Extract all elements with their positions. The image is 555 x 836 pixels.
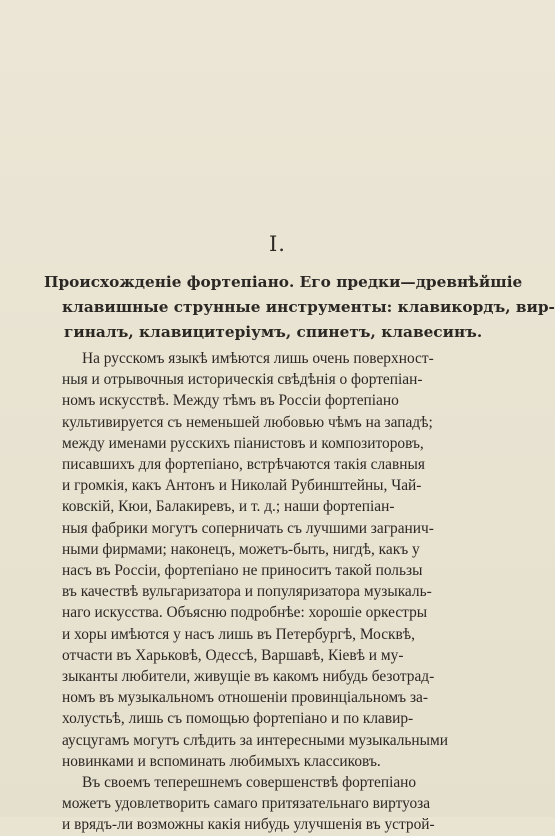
paragraph-line: отчасти въ Харьковѣ, Одессѣ, Варшавѣ, Кіевѣ и му- bbox=[62, 646, 404, 664]
paragraph-line: ными фирмами; наконецъ, можетъ-быть, нигдѣ, какъ у bbox=[62, 540, 420, 558]
paragraph-line: и громкія, какъ Антонъ и Николай Рубинштейны, Чай- bbox=[62, 477, 422, 495]
paragraph-line: зыканты любители, живущіе въ какомъ нибудь безотрад- bbox=[62, 668, 435, 686]
paragraph-line: ныя и отрывочныя историческія свѣдѣнія о фортепіан- bbox=[62, 371, 423, 389]
paragraph-line: аусцугамъ могутъ слѣдить за интересными музыкальными bbox=[62, 731, 448, 749]
chapter-heading bbox=[44, 270, 555, 345]
chapter-number: I. bbox=[269, 232, 286, 256]
paragraph-line: можетъ удовлетворить самаго притязательнаго виртуоза bbox=[62, 795, 431, 813]
paragraph-line: и врядъ-ли возможны какія нибудь улучшенія въ устрой- bbox=[62, 816, 435, 834]
paragraph-line: холустьѣ, лишь съ помощью фортепіано и по клавир- bbox=[62, 710, 414, 728]
paragraph-line: наго искусства. Объясню подробнѣе: хорошіе оркестры bbox=[62, 604, 428, 622]
paragraph-line: въ качествѣ вульгаризатора и популяризатора музыкаль- bbox=[62, 583, 432, 601]
paragraph-line: ковскій, Кюи, Балакиревъ, и т. д.; наши фортепіан- bbox=[62, 498, 395, 516]
heading-line: Происхожденіе фортепіано. Его предки—древнѣйшіе bbox=[44, 273, 523, 291]
heading-line: клавишные струнные инструменты: клавикордъ, вир- bbox=[62, 298, 555, 316]
paragraph-line: и хоры имѣются у насъ лишь въ Петербургѣ, Москвѣ, bbox=[62, 625, 415, 643]
paragraph-line: ныя фабрики могутъ соперничать съ лучшими загранич- bbox=[62, 519, 434, 537]
paragraph-line: номъ искусствѣ. Между тѣмъ въ Россіи фортепіано bbox=[62, 392, 399, 410]
paragraph-line: писавшихъ для фортепіано, встрѣчаются такія славныя bbox=[62, 456, 425, 474]
paragraph-line: между именами русскихъ піанистовъ и композиторовъ, bbox=[62, 434, 424, 452]
body-text bbox=[62, 348, 522, 836]
paragraph-line: новинками и вспоминать любимыхъ классиковъ. bbox=[62, 752, 381, 770]
paragraph-line: номъ въ музыкальномъ отношеніи провинціальномъ за- bbox=[62, 689, 429, 707]
heading-line: гиналъ, клавицитеріумъ, спинетъ, клавесинъ. bbox=[64, 323, 483, 341]
paragraph-line: культивируется съ неменьшей любовью чѣмъ на западѣ; bbox=[62, 413, 433, 431]
paragraph-line: насъ въ Россіи, фортепіано не приноситъ такой пользы bbox=[62, 562, 423, 580]
paragraph-line: На русскомъ языкѣ имѣются лишь очень поверхност- bbox=[82, 350, 434, 367]
paragraph-line: Въ своемъ теперешнемъ совершенствѣ фортепіано bbox=[82, 774, 417, 792]
